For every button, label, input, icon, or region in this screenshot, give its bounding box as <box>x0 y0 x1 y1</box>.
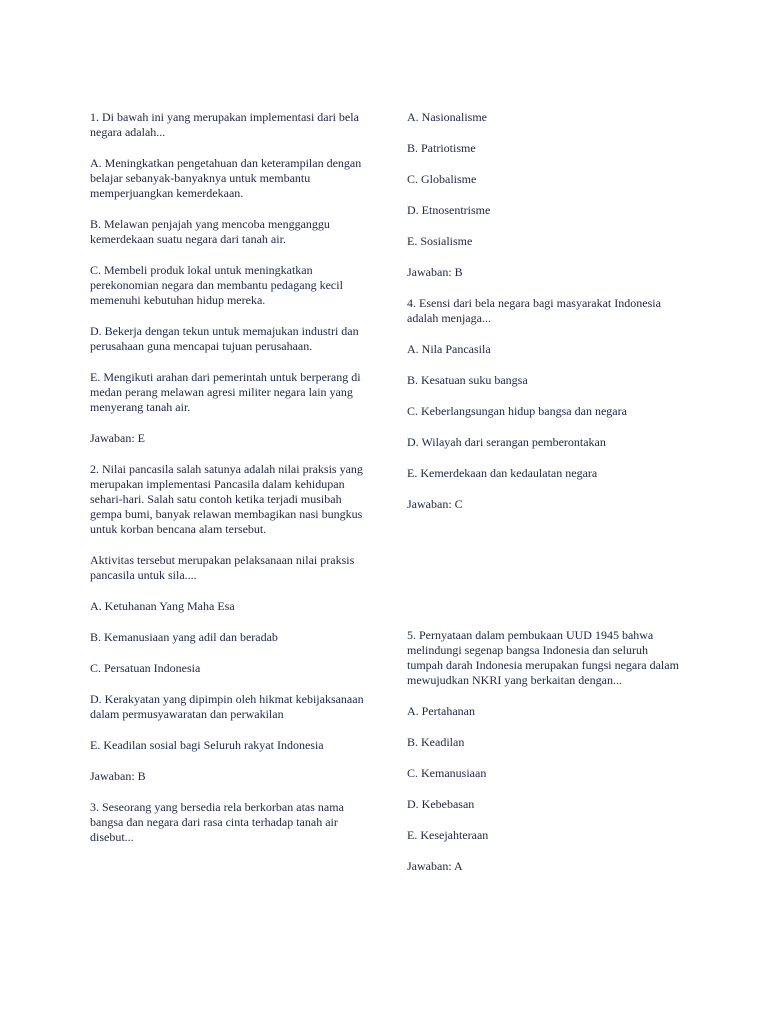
question-5-answer: Jawaban: A <box>407 859 463 873</box>
question-4-option-c: C. Keberlangsungan hidup bangsa dan negara <box>407 404 627 418</box>
question-1-option-c: C. Membeli produk lokal untuk meningkatkan perekonomian negara dan membantu pedagang kecil memenuhi kebutuhan hidup mereka. <box>90 263 343 307</box>
question-2-text-continued: Aktivitas tersebut merupakan pelaksanaan nilai praksis pancasila untuk sila.... <box>90 553 355 582</box>
question-2-option-b: B. Kemanusiaan yang adil dan beradab <box>90 630 278 644</box>
question-3-option-c: C. Globalisme <box>407 172 477 186</box>
question-2-answer: Jawaban: B <box>90 769 146 783</box>
question-1-option-b: B. Melawan penjajah yang mencoba mengganggu kemerdekaan suatu negara dari tanah air. <box>90 217 330 246</box>
question-1-answer: Jawaban: E <box>90 431 145 445</box>
question-2-option-c: C. Persatuan Indonesia <box>90 661 201 675</box>
question-5-option-c: C. Kemanusiaan <box>407 766 487 780</box>
question-1-option-e: E. Mengikuti arahan dari pemerintah untuk berperang di medan perang melawan agresi militer negara lain yang menyerang tanah air. <box>90 370 361 414</box>
question-5-option-d: D. Kebebasan <box>407 797 475 811</box>
question-5-option-b: B. Keadilan <box>407 735 465 749</box>
question-4-answer: Jawaban: C <box>407 497 463 511</box>
question-2-option-a: A. Ketuhanan Yang Maha Esa <box>90 599 235 613</box>
question-3-option-b: B. Patriotisme <box>407 141 476 155</box>
question-3-option-d: D. Etnosentrisme <box>407 203 491 217</box>
question-3-option-a: A. Nasionalisme <box>407 110 487 124</box>
question-4-option-b: B. Kesatuan suku bangsa <box>407 373 528 387</box>
right-column <box>407 110 687 528</box>
question-4-text: 4. Esensi dari bela negara bagi masyarakat Indonesia adalah menjaga... <box>407 296 661 325</box>
question-3-answer: Jawaban: B <box>407 265 463 279</box>
question-1-option-a: A. Meningkatkan pengetahuan dan keterampilan dengan belajar sebanyak-banyaknya untuk membantu memperjuangkan kemerdekaan. <box>90 156 362 200</box>
question-4-option-a: A. Nila Pancasila <box>407 342 491 356</box>
question-2-option-d: D. Kerakyatan yang dipimpin oleh hikmat kebijaksanaan dalam permusyawaratan dan perwakilan <box>90 692 364 721</box>
right-column-lower <box>407 628 682 890</box>
question-5-option-a: A. Pertahanan <box>407 704 475 718</box>
left-column <box>90 110 375 861</box>
question-2-option-e: E. Keadilan sosial bagi Seluruh rakyat Indonesia <box>90 738 324 752</box>
question-5-option-e: E. Kesejahteraan <box>407 828 489 842</box>
question-4-option-d: D. Wilayah dari serangan pemberontakan <box>407 435 606 449</box>
question-3-option-e: E. Sosialisme <box>407 234 473 248</box>
question-2-text: 2. Nilai pancasila salah satunya adalah nilai praksis yang merupakan implementasi Pancasila dalam kehidupan sehari-hari. Salah satu contoh ketika terjadi musibah gempa bumi, banyak relawan membagikan nasi bungkus untuk korban bencana alam tersebut. <box>90 462 363 536</box>
question-4-option-e: E. Kemerdekaan dan kedaulatan negara <box>407 466 598 480</box>
question-3-text: 3. Seseorang yang bersedia rela berkorban atas nama bangsa dan negara dari rasa cinta terhadap tanah air disebut... <box>90 800 344 844</box>
question-1-option-d: D. Bekerja dengan tekun untuk memajukan industri dan perusahaan guna mencapai tujuan perusahaan. <box>90 324 359 353</box>
question-1-text: 1. Di bawah ini yang merupakan implementasi dari bela negara adalah... <box>90 110 359 139</box>
question-5-text: 5. Pernyataan dalam pembukaan UUD 1945 bahwa melindungi segenap bangsa Indonesia dan seluruh tumpah darah Indonesia merupakan fungsi negara dalam mewujudkan NKRI yang berkaitan dengan... <box>407 628 679 687</box>
